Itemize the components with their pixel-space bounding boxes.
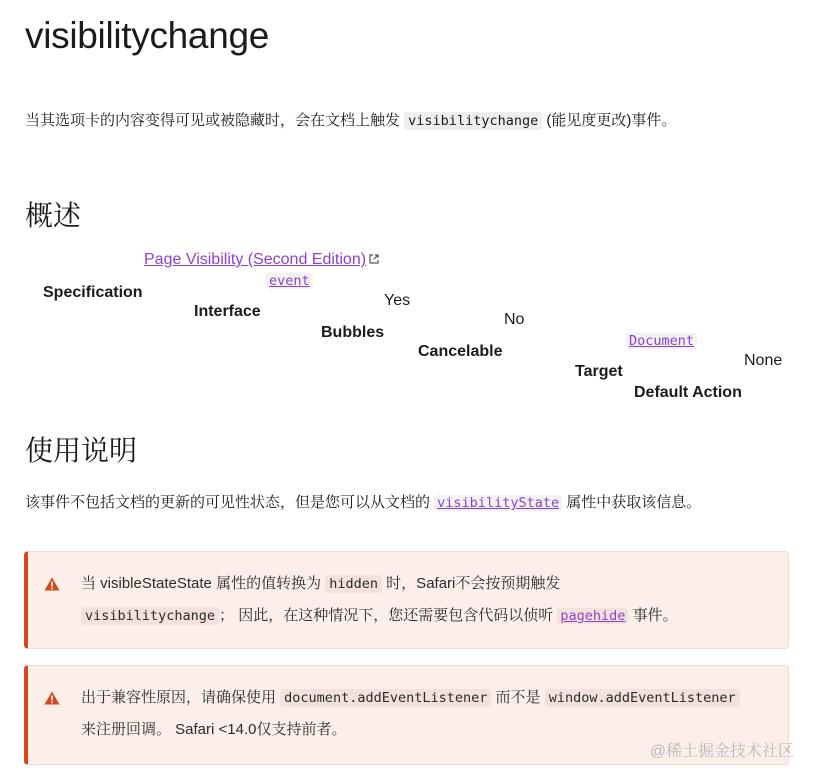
interface-value-link[interactable]: event	[266, 273, 313, 289]
warning-icon	[44, 577, 60, 591]
usage-text-after: 属性中获取该信息。	[562, 494, 702, 511]
bubbles-label: Bubbles	[321, 324, 385, 341]
specification-label: Specification	[43, 284, 143, 301]
usage-text: 该事件不包括文档的更新的可见性状态，但是您可以从文档的	[25, 494, 435, 511]
note2-code-window: window.addEventListener	[545, 689, 740, 707]
target-value-link[interactable]: Document	[626, 333, 697, 349]
note1-text-mid: ； 因此，在这种情况下，您还需要包含代码以侦听	[219, 607, 558, 624]
note1-text-after: 时，Safari不会按预期触发	[382, 575, 561, 592]
cancelable-value: No	[504, 311, 525, 328]
default-action-value: None	[744, 352, 783, 369]
target-label: Target	[575, 363, 623, 380]
note2-line1	[81, 686, 740, 710]
visibility-state-link[interactable]: visibilityState	[434, 495, 562, 511]
note1-text: 当 visibleStateState 属性的值转换为	[81, 575, 326, 592]
note1-code-event: visibilitychange	[81, 607, 219, 625]
external-link-icon	[369, 254, 379, 264]
default-action-label: Default Action	[634, 384, 742, 401]
page-title: visibilitychange	[25, 15, 270, 56]
usage-heading: 使用说明	[25, 435, 138, 466]
note1-text-end: 事件。	[628, 607, 678, 624]
note2-text: 出于兼容性原因，请确保使用	[81, 689, 281, 706]
note1-line1	[81, 572, 560, 596]
intro-text-after: (能见度更改)事件。	[542, 112, 677, 129]
interface-label: Interface	[194, 303, 261, 320]
note1-code-hidden: hidden	[325, 575, 382, 593]
cancelable-label: Cancelable	[418, 343, 503, 360]
note2-code-document: document.addEventListener	[280, 689, 491, 707]
spec-link-wrap[interactable]	[144, 251, 379, 269]
note2-text-mid: 而不是	[491, 689, 545, 706]
warning-note-safari	[24, 551, 789, 649]
bubbles-value: Yes	[384, 292, 411, 309]
usage-paragraph	[25, 491, 701, 515]
intro-paragraph	[25, 109, 676, 133]
intro-code: visibilitychange	[404, 112, 542, 130]
note2-line2: 来注册回调。 Safari <14.0仅支持前者。	[81, 721, 347, 738]
note1-line2	[81, 604, 678, 628]
warning-icon	[44, 691, 60, 705]
overview-heading: 概述	[25, 200, 82, 231]
intro-text: 当其选项卡的内容变得可见或被隐藏时，会在文档上触发	[25, 112, 405, 129]
pagehide-link[interactable]: pagehide	[557, 608, 628, 624]
watermark: @稀土掘金技术社区	[649, 743, 794, 760]
spec-link[interactable]: Page Visibility (Second Edition)	[144, 251, 367, 268]
